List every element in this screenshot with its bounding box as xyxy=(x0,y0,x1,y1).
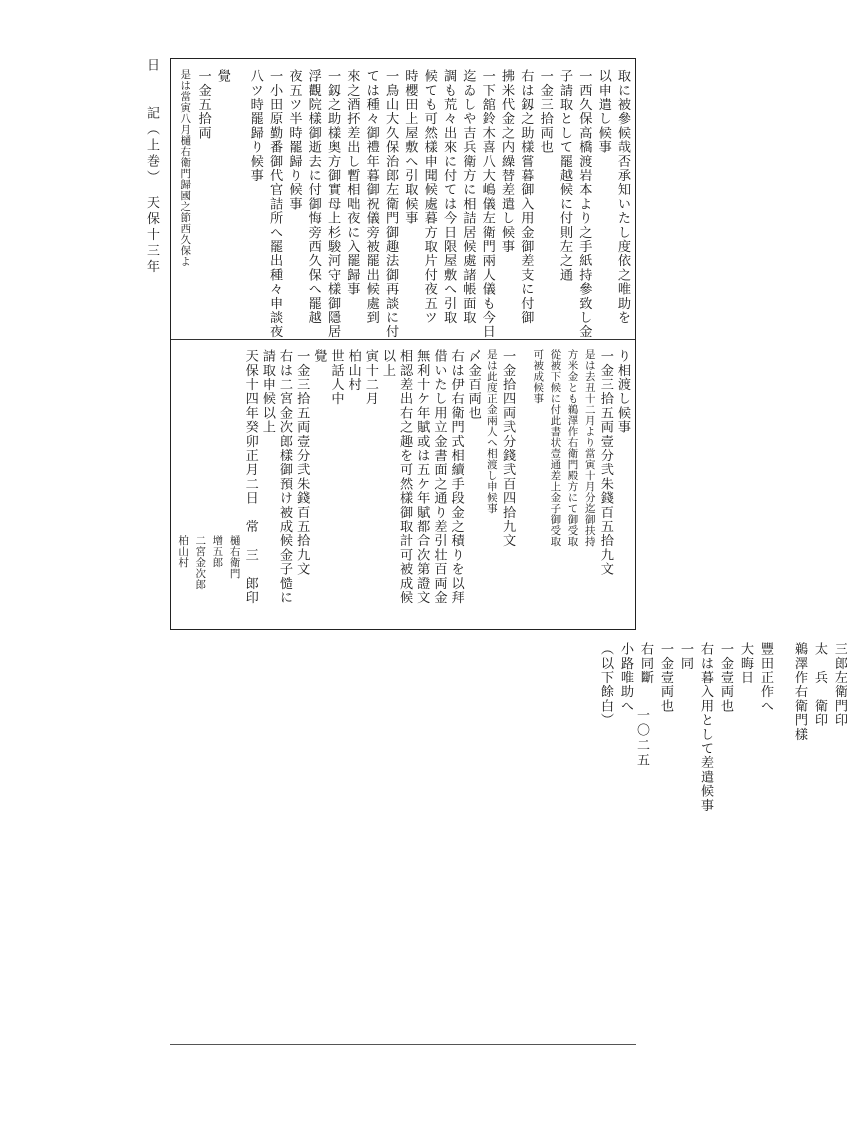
upper-left-columns-line: 是は此度正金兩人へ相渡し申候事 xyxy=(485,349,498,514)
lower-right-columns-line: （以下餘白） xyxy=(598,642,613,728)
signature-masugoro: 增五郎 xyxy=(211,535,224,568)
lower-right-text xyxy=(592,642,846,862)
upper-right-columns-line: 迄ゐしや吉兵衛方に相詰居候處諸帳面取 xyxy=(460,69,476,325)
upper-right-columns-line: 一小田原勤番御代官詰所へ罷出種々申談夜 xyxy=(267,69,283,339)
upper-left-columns-line: 是は去丑十二月より當寅十月分迄御扶持 xyxy=(583,349,596,547)
upper-left-columns-line xyxy=(514,349,526,625)
lower-right-columns-line: 太 兵 衛印 xyxy=(812,642,827,728)
upper-right-columns-line: 覺 xyxy=(214,69,230,84)
lower-right-columns-line: 大晦日 xyxy=(738,642,753,685)
lower-right-columns-line: 小路唯助へ xyxy=(618,642,633,713)
upper-right-columns-line: 拂米代金之内繰替差遣し候事 xyxy=(499,69,515,254)
bottom-rule xyxy=(170,1044,636,1045)
upper-right-columns-line: 一鳥山大久保治郎左衛門御趣法御再談に付 xyxy=(383,69,399,339)
upper-right-columns-line: 候ても可然樣申聞候處暮方取片付夜五ツ xyxy=(421,69,437,325)
upper-right-columns-line: 取に被參候哉否承知いたし度依之唯助を xyxy=(615,69,630,325)
upper-left-columns-line: 一金拾四両弐分錢弐百四拾九文 xyxy=(500,349,516,548)
lower-right-columns-line: 一金壹両也 xyxy=(658,642,673,713)
upper-right-columns-line: 是は當寅八月樋右衛門歸國之節西久保よ xyxy=(179,69,192,267)
upper-left-columns-line: 右は伊右衛門式相續手段金之積りを以拜 xyxy=(448,349,464,605)
upper-left-columns-line: 天保十四年癸卯正月二日 常 三 郎印 xyxy=(242,349,258,605)
upper-right-columns-line: 一金三拾両也 xyxy=(537,69,553,155)
upper-left-columns-line: り相渡し候事 xyxy=(615,349,630,435)
upper-left-columns-line: 右は二宮金次郎樣御預け被成候金子慥に xyxy=(277,349,293,605)
lower-right-columns-line: 右は暮入用として差遣候事 xyxy=(698,642,713,813)
upper-right-columns-line: ては種々御禮年暮御祝儀旁被罷出候處到 xyxy=(363,69,379,325)
page-number: 一〇二五 xyxy=(634,708,649,768)
upper-left-columns-line: 無利十ケ年賦或は五ケ年賦都合次第證文 xyxy=(414,349,430,605)
upper-left-columns-line: 可被成候事 xyxy=(532,349,545,404)
signature-hikita: 樋右衛門 xyxy=(228,535,241,579)
upper-right-columns-line: 一金五拾両 xyxy=(195,69,211,140)
upper-left-columns-line: 一金三拾五両壹分弐朱錢百五拾九文 xyxy=(294,349,310,577)
upper-right-columns-line: 一西久保高橋渡岩本より之手紙持參致し金 xyxy=(576,69,592,339)
upper-right-columns-line: 時櫻田上屋敷へ引取候事 xyxy=(402,69,418,226)
upper-right-columns-line: 一下舘鈴木喜八大嶋儀左衛門兩人儀も今日 xyxy=(479,69,495,339)
upper-right-columns-line: 子請取として罷越候に付則左之通 xyxy=(557,69,573,282)
signature-kashiwayama: 柏山村 xyxy=(177,535,190,568)
lower-right-columns-line: 一同 xyxy=(678,642,693,671)
mid-rule xyxy=(171,339,635,340)
upper-right-columns-line: 夜五ツ半時罷歸り候事 xyxy=(286,69,302,211)
lower-right-columns-line: 一金壹両也 xyxy=(718,642,733,713)
lower-right-columns-line: 三郎左衛門印 xyxy=(832,642,847,728)
upper-left-columns-line: 一金三拾五両壹分弐朱錢百五拾九文 xyxy=(597,349,613,577)
lower-band xyxy=(171,349,635,625)
lower-right-columns-line xyxy=(772,642,786,862)
lower-right-columns-line: 鵜澤作右衛門樣 xyxy=(792,642,807,742)
upper-right-columns-line: 來之酒抔差出し暫相咄夜に入罷歸事 xyxy=(344,69,360,297)
lower-right-columns-line: 右同斷 xyxy=(638,642,653,685)
signature-ninomiya: 二宮金次郎 xyxy=(194,535,207,590)
upper-left-columns-line: 覺 xyxy=(311,349,327,364)
upper-right-columns-line xyxy=(229,69,243,331)
upper-right-columns-line: 一釼之助樣奥方御實母上杉駿河守樣御隱居 xyxy=(325,69,341,339)
upper-left-columns-line: 世話人中 xyxy=(328,349,344,406)
document-frame xyxy=(170,58,636,630)
upper-left-columns-line: 柏山村 xyxy=(345,349,361,392)
upper-right-columns-line: 調も荒々出來に付ては今日限屋敷へ引取 xyxy=(441,69,457,325)
running-title: 日 記（上巻） 天保十三年 xyxy=(144,58,159,276)
upper-left-columns-line: 〆金百両也 xyxy=(465,349,481,420)
lower-right-columns-line: 豐田正作へ xyxy=(758,642,773,713)
upper-right-columns-line: 右は釼之助樣嘗暮御入用金御差支に付御 xyxy=(518,69,534,325)
upper-left-columns-line: 從被下候に付此書状壹通差上金子御受取 xyxy=(549,349,562,547)
upper-left-columns-line: 借いたし用立金書面之通り差引壮百両金 xyxy=(431,349,447,605)
upper-left-columns-line: 寅十二月 xyxy=(362,349,378,406)
upper-left-columns-line: 方米金とも鵜澤作右衛門殿方にて御受取 xyxy=(566,349,579,547)
upper-right-columns-line: 八ツ時罷歸り候事 xyxy=(247,69,263,183)
upper-right-columns-line: 以申遣し候事 xyxy=(595,69,611,155)
upper-left-columns-line: 相認差出右之趣を可然樣御取計可被成候 xyxy=(397,349,413,605)
upper-left-columns-line: 請取申候以上 xyxy=(259,349,275,435)
upper-right-columns-line: 浮觀院樣御逝去に付御悔旁西久保へ罷越 xyxy=(305,69,321,325)
upper-band xyxy=(171,69,635,339)
upper-left-columns-line: 以上 xyxy=(379,349,395,378)
